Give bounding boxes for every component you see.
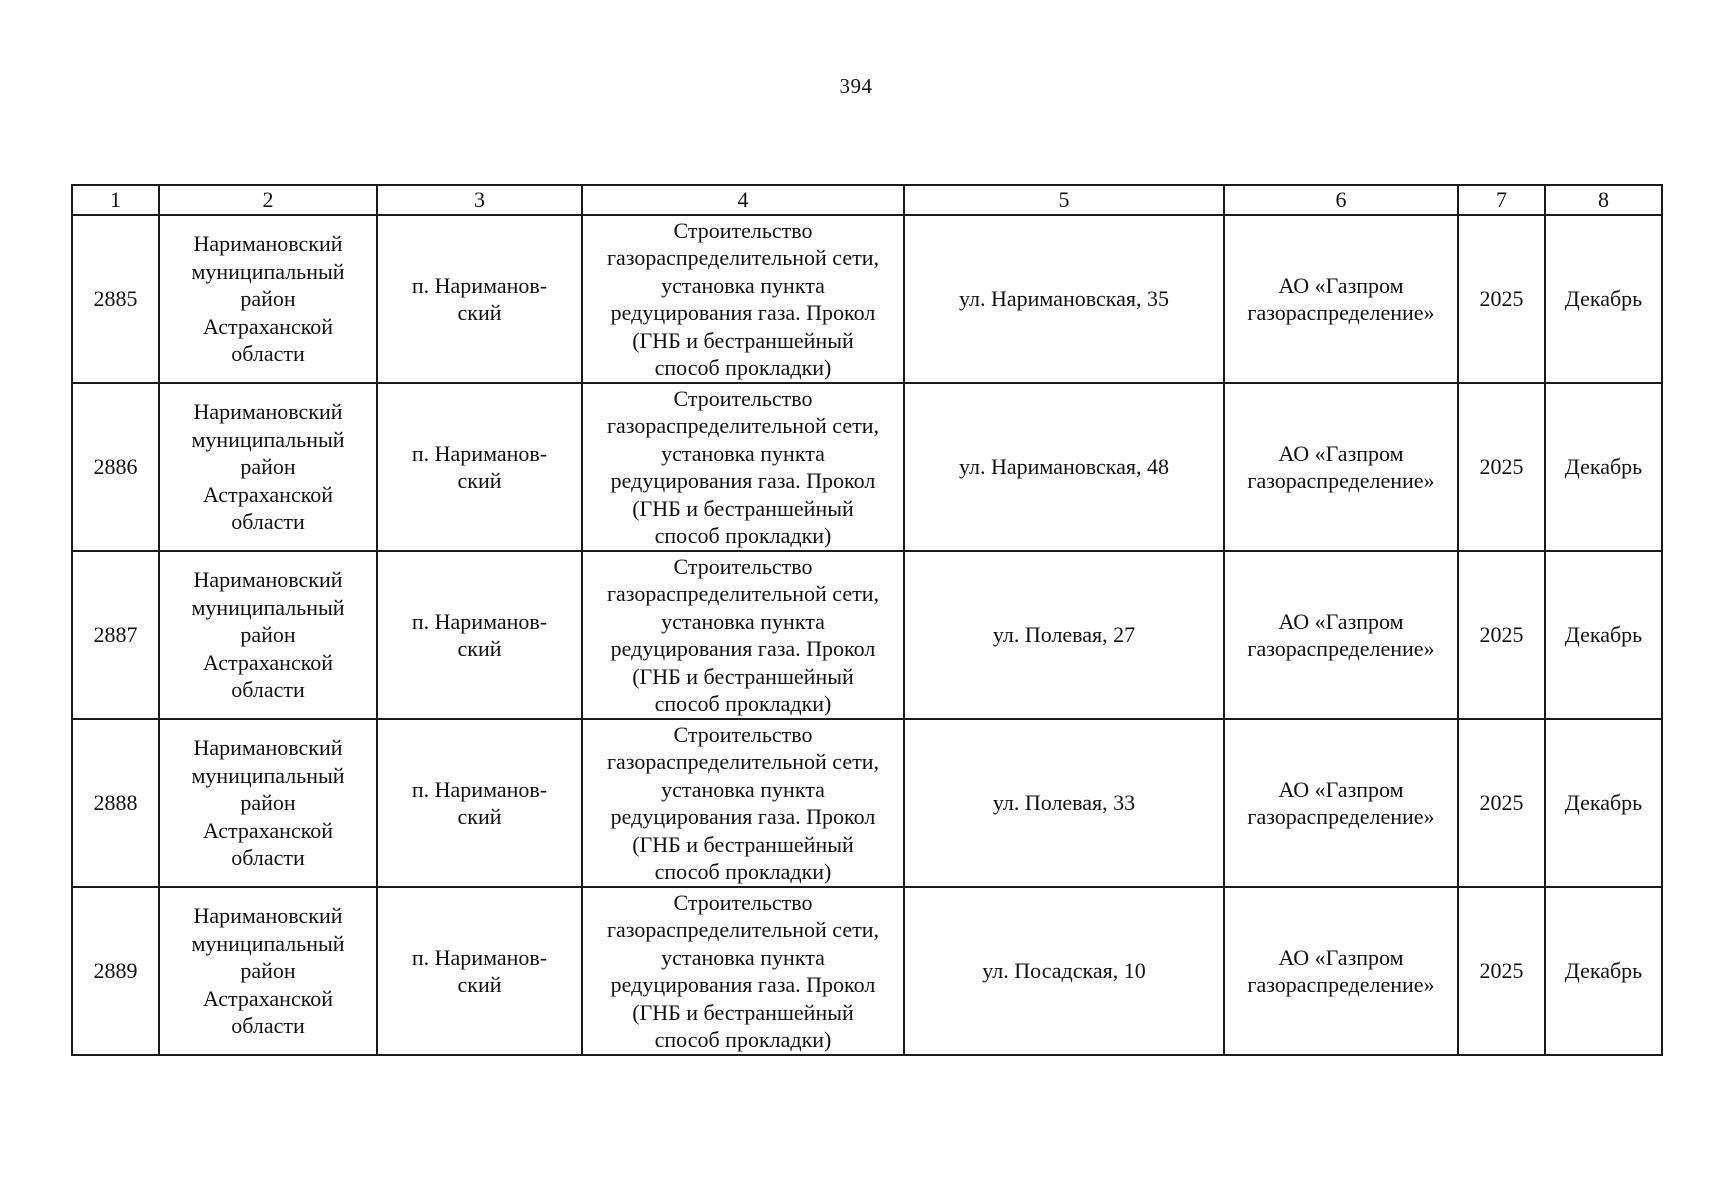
work-description-cell <box>582 215 904 383</box>
organization-cell-line: АО «Газпром <box>1278 776 1404 802</box>
address-cell: ул. Полевая, 27 <box>904 551 1224 719</box>
work-description-cell-line: редуцирования газа. Прокол <box>610 804 876 829</box>
header-col-4: 4 <box>582 185 904 215</box>
organization-cell <box>1224 383 1458 551</box>
organization-cell-line: АО «Газпром <box>1278 608 1404 634</box>
year-cell: 2025 <box>1458 551 1545 719</box>
work-description-cell-line: способ прокладки) <box>654 523 832 548</box>
settlement-cell-line: п. Нариманов- <box>411 272 548 298</box>
work-description-cell-line: (ГНБ и бестраншейный <box>632 327 854 353</box>
district-cell-line: Наримановский <box>193 567 343 593</box>
work-description-cell <box>582 887 904 1055</box>
month-cell: Декабрь <box>1545 887 1662 1055</box>
district-cell-line: район <box>240 454 296 480</box>
work-description-cell-line: Строительство <box>673 553 813 579</box>
month-cell: Декабрь <box>1545 719 1662 887</box>
organization-cell <box>1224 551 1458 719</box>
district-cell-line: области <box>231 677 305 703</box>
district-cell-line: области <box>231 845 305 871</box>
settlement-cell-line: п. Нариманов- <box>411 944 548 970</box>
organization-cell-line: АО «Газпром <box>1278 944 1404 970</box>
work-description-cell-line: установка пункта <box>661 608 825 634</box>
work-description-cell-line: (ГНБ и бестраншейный <box>632 663 854 689</box>
organization-cell <box>1224 215 1458 383</box>
table-row <box>72 887 1662 1055</box>
settlement-cell-line: п. Нариманов- <box>411 776 548 802</box>
work-description-cell-line: установка пункта <box>661 272 825 298</box>
organization-cell-line: АО «Газпром <box>1278 440 1404 466</box>
address-cell: ул. Наримановская, 48 <box>904 383 1224 551</box>
work-description-cell-line: (ГНБ и бестраншейный <box>632 831 854 857</box>
header-col-6: 6 <box>1224 185 1458 215</box>
work-description-cell-line: газораспределительной сети, <box>607 749 879 774</box>
district-cell-line: район <box>240 958 296 984</box>
header-row <box>72 185 1662 215</box>
work-description-cell-line: (ГНБ и бестраншейный <box>632 999 854 1025</box>
district-cell-line: области <box>231 1013 305 1039</box>
district-cell <box>159 887 377 1055</box>
settlement-cell-line: ский <box>457 468 502 493</box>
settlement-cell <box>377 551 582 719</box>
table-row <box>72 551 1662 719</box>
work-description-cell-line: газораспределительной сети, <box>607 581 879 606</box>
header-col-5: 5 <box>904 185 1224 215</box>
organization-cell-line: газораспределение» <box>1247 972 1435 997</box>
work-description-cell-line: газораспределительной сети, <box>607 413 879 438</box>
work-description-cell-line: способ прокладки) <box>654 691 832 716</box>
year-cell: 2025 <box>1458 383 1545 551</box>
settlement-cell <box>377 215 582 383</box>
work-description-cell-line: Строительство <box>673 385 813 411</box>
header-col-3: 3 <box>377 185 582 215</box>
district-cell-line: муниципальный <box>191 930 345 956</box>
district-cell-line: Наримановский <box>193 735 343 761</box>
district-cell-line: муниципальный <box>191 258 345 284</box>
district-cell-line: Наримановский <box>193 231 343 257</box>
district-cell-line: Астраханской <box>202 649 334 675</box>
work-description-cell-line: способ прокладки) <box>654 859 832 884</box>
work-description-cell-line: (ГНБ и бестраншейный <box>632 495 854 521</box>
district-cell <box>159 719 377 887</box>
month-cell: Декабрь <box>1545 215 1662 383</box>
work-description-cell-line: Строительство <box>673 721 813 747</box>
settlement-cell <box>377 383 582 551</box>
work-description-cell <box>582 383 904 551</box>
organization-cell <box>1224 887 1458 1055</box>
month-cell: Декабрь <box>1545 383 1662 551</box>
settlement-cell-line: ский <box>457 300 502 325</box>
district-cell-line: Наримановский <box>193 903 343 929</box>
organization-cell <box>1224 719 1458 887</box>
year-cell: 2025 <box>1458 719 1545 887</box>
district-cell <box>159 383 377 551</box>
work-description-cell-line: Строительство <box>673 217 813 243</box>
settlement-cell <box>377 887 582 1055</box>
row-number-cell: 2889 <box>72 887 159 1055</box>
work-description-cell-line: установка пункта <box>661 440 825 466</box>
work-description-cell-line: установка пункта <box>661 944 825 970</box>
month-cell: Декабрь <box>1545 551 1662 719</box>
settlement-cell-line: ский <box>457 804 502 829</box>
work-description-cell-line: газораспределительной сети, <box>607 245 879 270</box>
district-cell-line: район <box>240 790 296 816</box>
work-description-cell-line: Строительство <box>673 889 813 915</box>
district-cell-line: Астраханской <box>202 817 334 843</box>
header-col-7: 7 <box>1458 185 1545 215</box>
header-col-1: 1 <box>72 185 159 215</box>
district-cell-line: муниципальный <box>191 594 345 620</box>
organization-cell-line: газораспределение» <box>1247 300 1435 325</box>
address-cell: ул. Посадская, 10 <box>904 887 1224 1055</box>
table-row <box>72 383 1662 551</box>
address-cell: ул. Полевая, 33 <box>904 719 1224 887</box>
work-description-cell-line: редуцирования газа. Прокол <box>610 972 876 997</box>
settlement-cell-line: ский <box>457 636 502 661</box>
organization-cell-line: АО «Газпром <box>1278 272 1404 298</box>
district-cell-line: Наримановский <box>193 399 343 425</box>
work-description-cell <box>582 719 904 887</box>
district-cell-line: муниципальный <box>191 762 345 788</box>
row-number-cell: 2886 <box>72 383 159 551</box>
address-cell: ул. Наримановская, 35 <box>904 215 1224 383</box>
district-cell-line: области <box>231 341 305 367</box>
data-table <box>71 184 1663 1056</box>
table-body <box>72 215 1662 1055</box>
work-description-cell-line: редуцирования газа. Прокол <box>610 636 876 661</box>
row-number-cell: 2887 <box>72 551 159 719</box>
district-cell-line: муниципальный <box>191 426 345 452</box>
settlement-cell-line: ский <box>457 972 502 997</box>
district-cell-line: Астраханской <box>202 313 334 339</box>
table-row <box>72 215 1662 383</box>
organization-cell-line: газораспределение» <box>1247 468 1435 493</box>
district-cell-line: области <box>231 509 305 535</box>
year-cell: 2025 <box>1458 887 1545 1055</box>
organization-cell-line: газораспределение» <box>1247 804 1435 829</box>
table-header <box>72 185 1662 215</box>
district-cell-line: район <box>240 622 296 648</box>
district-cell <box>159 215 377 383</box>
work-description-cell-line: способ прокладки) <box>654 355 832 380</box>
district-cell <box>159 551 377 719</box>
settlement-cell-line: п. Нариманов- <box>411 608 548 634</box>
work-description-cell <box>582 551 904 719</box>
settlement-cell-line: п. Нариманов- <box>411 440 548 466</box>
work-description-cell-line: редуцирования газа. Прокол <box>610 300 876 325</box>
district-cell-line: Астраханской <box>202 481 334 507</box>
district-cell-line: Астраханской <box>202 985 334 1011</box>
header-col-2: 2 <box>159 185 377 215</box>
year-cell: 2025 <box>1458 215 1545 383</box>
row-number-cell: 2885 <box>72 215 159 383</box>
work-description-cell-line: редуцирования газа. Прокол <box>610 468 876 493</box>
work-description-cell-line: газораспределительной сети, <box>607 917 879 942</box>
header-col-8: 8 <box>1545 185 1662 215</box>
organization-cell-line: газораспределение» <box>1247 636 1435 661</box>
district-cell-line: район <box>240 286 296 312</box>
settlement-cell <box>377 719 582 887</box>
work-description-cell-line: способ прокладки) <box>654 1027 832 1052</box>
table-row <box>72 719 1662 887</box>
work-description-cell-line: установка пункта <box>661 776 825 802</box>
row-number-cell: 2888 <box>72 719 159 887</box>
page-number: 394 <box>839 74 873 98</box>
